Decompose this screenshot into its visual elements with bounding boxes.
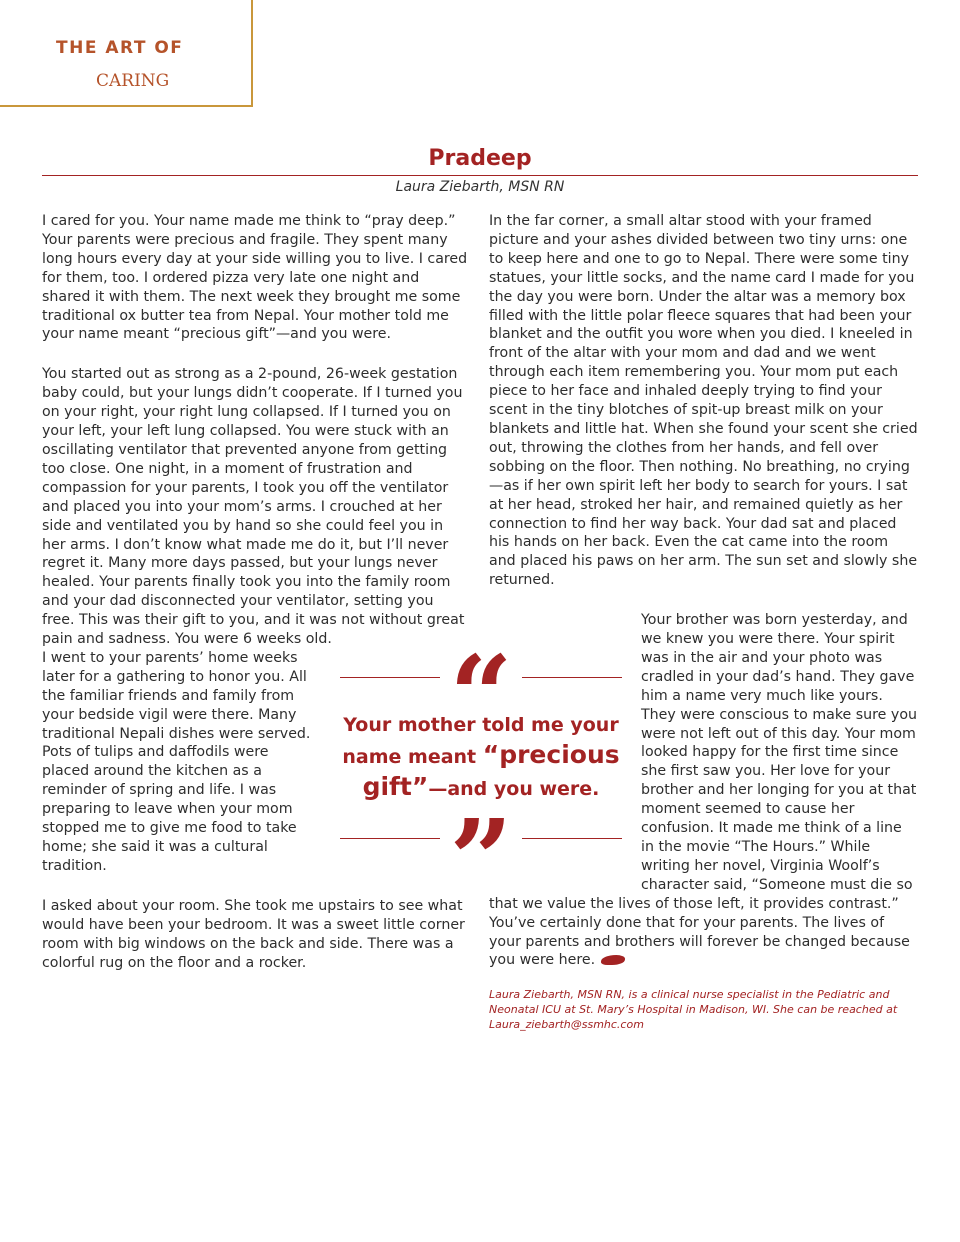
pull-quote-text bbox=[340, 711, 622, 804]
paragraph: In the far corner, a small altar stood with your framed picture and your ashes divided between two tiny urns: one to keep here and one to go to Nepal. There were some tiny statues, your little socks, and the name card I made for you the day you were born. Under the altar was a memory box filled with the little polar fleece squares that had been your blanket and the outfit you wore when you died. I kneeled in front of the altar with your mom and dad and we went through each item remembering you. Your mom put each piece to her face and inhaled deeply trying to find your scent in the tiny blotches of spit-up breast milk on your blankets and little hat. When she found your scent she cried out, throwing the clothes from her hands, and fell over sobbing on the floor. Then nothing. No breathing, no crying—as if her own spirit left her body to search for yours. I sat at her head, stroked her hair, and remained quietly as her connection to find her way back. Your dad sat and placed his hands on her back. Even the cat came into the room and placed his paws on her arm. The sun set and slowly she returned. bbox=[489, 213, 918, 589]
article-title: Pradeep bbox=[428, 146, 532, 171]
open-quote-icon: “ bbox=[449, 631, 513, 760]
pull-quote-part: —and you were. bbox=[428, 778, 600, 800]
pull-quote-emphasis: “precious gift” bbox=[362, 740, 620, 801]
author-bio: Laura Ziebarth, MSN RN, is a clinical nurse specialist in the Pediatric and Neonatal ICU at St. Mary’s Hospital in Madison, WI. She can be reached at Laura_ziebarth@ssmhc.com bbox=[489, 988, 898, 1031]
pull-quote-part: Your mother told me your name meant bbox=[342, 714, 619, 768]
paragraph: You started out as strong as a 2-pound, 26-week gestation baby could, but your lungs didn’t cooperate. If I turned you on your right, your right lung collapsed. If I turned you on your left, your left lung collapsed. You were stuck with an oscillating ventilator that prevented anyone from getting too close. One night, in a moment of frustration and compassion for your parents, I took you off the ventilator and placed you into your mom’s arms. I crouched at her side and ventilated you by hand so she could feel you in her arms. I don’t know what made me do it, but I’ll never regret it. Many more days passed, but your lungs never healed. Your parents finally took you into the family room and your dad disconnected your ventilator, setting you free. This was their gift to you, and it was not without great pain and sadness. You were 6 weeks old. bbox=[42, 366, 465, 648]
article-byline: Laura Ziebarth, MSN RN bbox=[395, 179, 565, 195]
title-divider bbox=[42, 175, 918, 176]
paragraph-text: Your brother was born yesterday, and we knew you were there. Your spirit was in the air and your photo was cradled in your dad’s hand. They gave him a name very much like yours. They were conscious to make sure you were not left out of this day. Your mom looked happy for the first time since she first saw you. Her love for your brother and her longing for you at that moment seemed to cause her confusion. It made me think of a line in the movie “The Hours.” While writing her novel, Virginia Woolf’s character said, “Someone must die so that we value the lives of those left, it provides contrast.” You’ve certainly done that for your parents. The lives of your parents and brothers will forever be changed because you were here. bbox=[489, 612, 917, 969]
paragraph: I asked about your room. She took me upstairs to see what would have been your bedroom. It was a sweet little corner room with big windows on the back and side. There was a colorful rug on the floor and a rocker. bbox=[42, 897, 465, 971]
section-title-line1: THE ART OF bbox=[56, 38, 184, 58]
section-header-box bbox=[0, 0, 253, 107]
paragraph: I went to your parents’ home weeks later for a gathering to honor you. All the familiar friends and family from your bedside vigil were there. Many traditional Nepali dishes were served. Pots of tulips and daffodils were placed around the kitchen as a reminder of spring and life. I was preparing to leave when your mom stopped me to give me food to take home; she said it was a cultural tradition. bbox=[42, 649, 311, 874]
pull-quote bbox=[340, 631, 622, 924]
close-quote-icon: ” bbox=[449, 795, 513, 924]
end-mark-icon bbox=[601, 955, 625, 965]
section-title-line2: CARING bbox=[96, 71, 170, 91]
paragraph: I cared for you. Your name made me think to “pray deep.” Your parents were precious and fragile. They spent many long hours every day at your side willing you to live. I cared for them, too. I ordered pizza very late one night and shared it with them. The next week they brought me some traditional ox butter tea from Nepal. Your mother told me your name meant “precious gift”—and you were. bbox=[42, 213, 468, 343]
